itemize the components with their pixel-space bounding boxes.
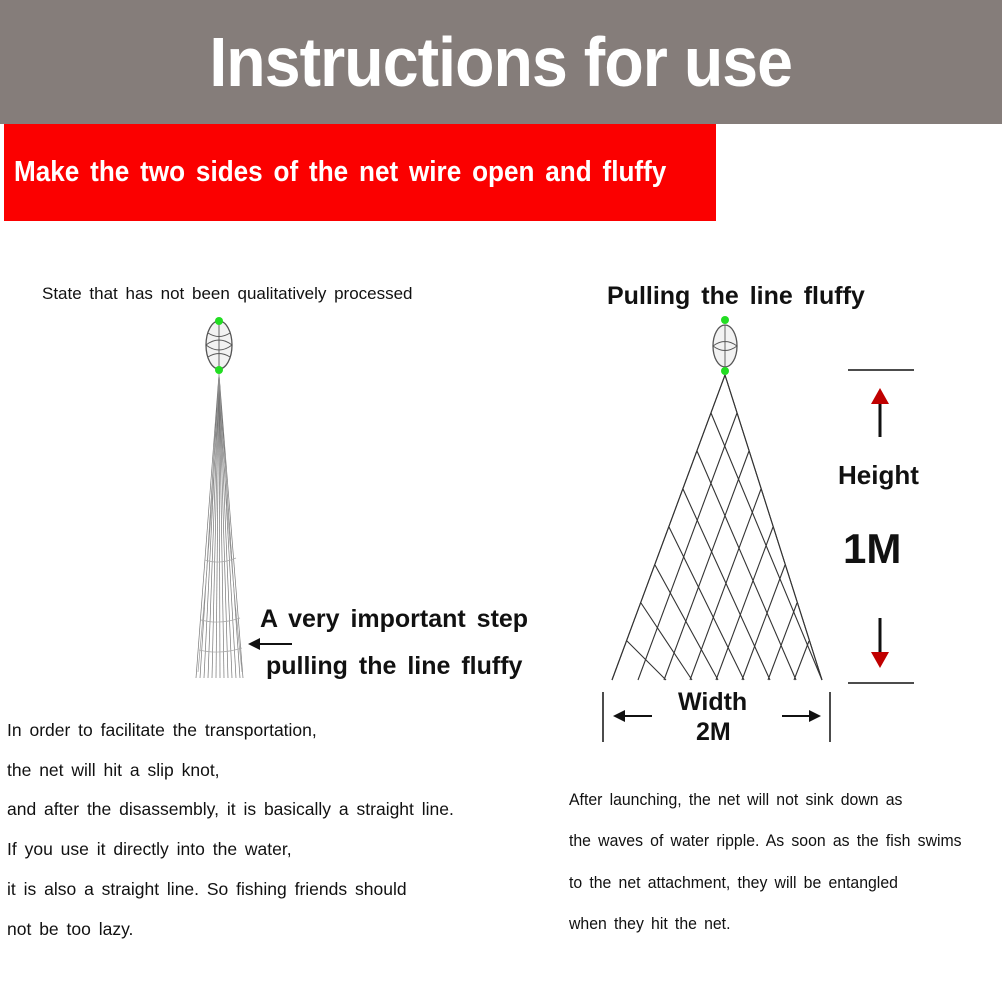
paragraph-line: the net will hit a slip knot, — [7, 760, 220, 780]
top-float-icon — [215, 317, 223, 325]
top-float-icon-right — [721, 316, 729, 324]
height-value: 1M — [843, 525, 902, 572]
banner-text: Make the two sides of the net wire open and fluffy — [14, 156, 667, 188]
paragraph-line: If you use it directly into the water, — [7, 839, 292, 859]
right-caption: Pulling the line fluffy — [607, 282, 865, 310]
paragraph-line: In order to facilitate the transportation, — [7, 720, 317, 740]
paragraph-line: it is also a straight line. So fishing friends should — [7, 879, 407, 899]
paragraph-line: After launching, the net will not sink down as — [569, 790, 903, 809]
paragraph-line: when they hit the net. — [569, 914, 731, 933]
arrow-down-icon — [871, 618, 889, 668]
paragraph-line: the waves of water ripple. As soon as the fish swims — [569, 831, 962, 850]
width-value: 2M — [696, 718, 731, 746]
step-arrow-icon — [248, 638, 292, 650]
bottom-float-icon — [215, 366, 223, 374]
open-net-drawing — [612, 316, 822, 680]
paragraph-line: to the net attachment, they will be entangled — [569, 873, 898, 892]
paragraph-line: and after the disassembly, it is basically a straight line. — [7, 799, 454, 819]
width-label: Width — [678, 688, 748, 716]
paragraph-line: not be too lazy. — [7, 919, 134, 939]
arrow-right-icon — [782, 710, 821, 722]
page-title: Instructions for use — [209, 23, 793, 101]
important-step-label: A very important step — [260, 605, 529, 633]
left-caption: State that has not been qualitatively processed — [42, 284, 413, 303]
arrow-up-icon — [871, 388, 889, 437]
height-label: Height — [838, 460, 919, 490]
pulling-line-label: pulling the line fluffy — [266, 652, 523, 680]
closed-net-drawing — [196, 317, 243, 678]
bottom-float-icon-right — [721, 367, 729, 375]
arrow-left-icon — [613, 710, 652, 722]
